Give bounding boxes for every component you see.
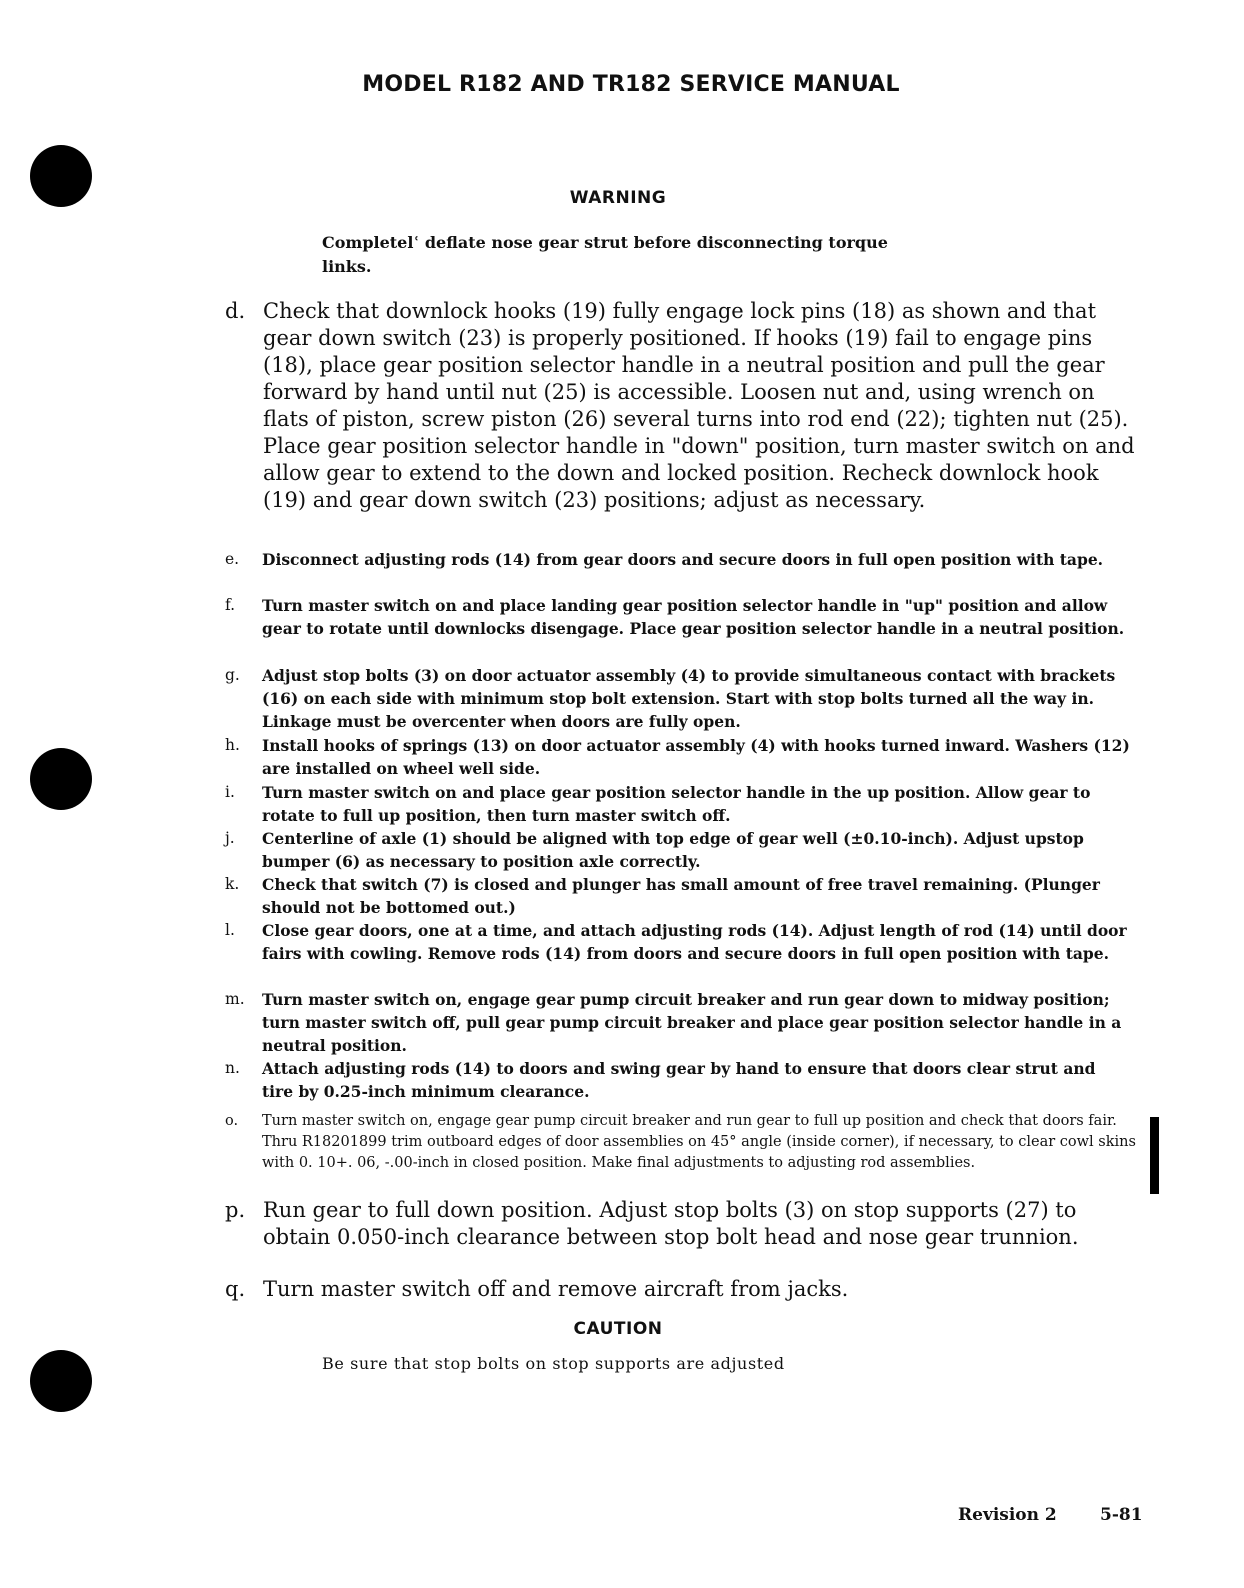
step-letter: i. bbox=[225, 783, 235, 801]
step-text: Install hooks of springs (13) on door actuator assembly (4) with hooks turned inward. Washers (12) are installed on wheel well side. bbox=[262, 736, 1130, 778]
step-l bbox=[225, 919, 1130, 965]
step-letter: p. bbox=[225, 1198, 246, 1222]
step-m bbox=[225, 988, 1130, 1057]
step-letter: g. bbox=[225, 666, 240, 684]
step-letter: f. bbox=[225, 596, 236, 614]
step-letter: e. bbox=[225, 550, 240, 568]
step-letter: k. bbox=[225, 875, 240, 893]
step-letter: j. bbox=[225, 829, 235, 847]
step-text: Turn master switch off and remove aircraft from jacks. bbox=[263, 1277, 849, 1301]
binder-hole bbox=[30, 748, 92, 810]
page-number: 5-81 bbox=[1100, 1505, 1143, 1525]
binder-hole bbox=[30, 1350, 92, 1412]
step-n bbox=[225, 1057, 1130, 1103]
step-p bbox=[225, 1197, 1125, 1251]
page-title: MODEL R182 AND TR182 SERVICE MANUAL bbox=[362, 72, 900, 97]
step-f bbox=[225, 594, 1130, 640]
revision-change-bar bbox=[1150, 1117, 1159, 1194]
step-text: Turn master switch on and place gear position selector handle in the up position. Allow gear to rotate to full up position, then turn master switch off. bbox=[262, 783, 1091, 825]
step-letter: q. bbox=[225, 1277, 246, 1301]
step-k bbox=[225, 873, 1130, 919]
warning-heading: WARNING bbox=[569, 188, 667, 208]
step-letter: d. bbox=[225, 299, 246, 323]
step-letter: o. bbox=[225, 1113, 239, 1129]
step-text: Centerline of axle (1) should be aligned with top edge of gear well (±0.10-inch). Adjust upstop bumper (6) as necessary to position axle correctly. bbox=[262, 829, 1084, 871]
step-text: Turn master switch on, engage gear pump circuit breaker and run gear to full up position and check that doors fair. Thru R18201899 trim outboard edges of door assemblies on 45° angle (inside corner), if necessary, to clear cowl skins with 0. 10+. 06, -.00-inch in closed position. Make final adjustments to adjusting rod assemblies. bbox=[262, 1113, 1136, 1171]
step-text: Run gear to full down position. Adjust stop bolts (3) on stop supports (27) to obtain 0.050-inch clearance between stop bolt head and nose gear trunnion. bbox=[263, 1198, 1079, 1249]
step-letter: n. bbox=[225, 1059, 240, 1077]
step-text: Check that switch (7) is closed and plunger has small amount of free travel remaining. (Plunger should not be bottomed out.) bbox=[262, 875, 1100, 917]
caution-text: Be sure that stop bolts on stop supports are adjusted bbox=[322, 1354, 785, 1373]
step-letter: m. bbox=[225, 990, 245, 1008]
step-text: Check that downlock hooks (19) fully engage lock pins (18) as shown and that gear down switch (23) is properly positioned. If hooks (19) fail to engage pins (18), place gear position selector handle in a neutral position and pull the gear forward by hand until nut (25) is accessible. Loosen nut and, using wrench on flats of piston, screw piston (26) several turns into rod end (22); tighten nut (25). Place gear position selector handle in "down" position, turn master switch on and allow gear to extend to the down and locked position. Recheck downlock hook (19) and gear down switch (23) positions; adjust as necessary. bbox=[263, 299, 1135, 512]
step-j bbox=[225, 827, 1130, 873]
step-d bbox=[225, 298, 1145, 514]
step-letter: l. bbox=[225, 921, 235, 939]
step-q bbox=[225, 1276, 1125, 1303]
step-text: Disconnect adjusting rods (14) from gear doors and secure doors in full open position with tape. bbox=[262, 550, 1104, 569]
step-e bbox=[225, 548, 1130, 571]
step-text: Attach adjusting rods (14) to doors and swing gear by hand to ensure that doors clear strut and tire by 0.25-inch minimum clearance. bbox=[262, 1059, 1096, 1101]
warning-text: Completelʿ deflate nose gear strut before disconnecting torque links. bbox=[322, 233, 888, 276]
step-o bbox=[225, 1111, 1155, 1174]
step-text: Turn master switch on, engage gear pump circuit breaker and run gear down to midway position; turn master switch off, pull gear pump circuit breaker and place gear position selector handle in a neutral position. bbox=[262, 990, 1122, 1055]
step-i bbox=[225, 781, 1130, 827]
step-text: Close gear doors, one at a time, and attach adjusting rods (14). Adjust length of rod (14) until door fairs with cowling. Remove rods (14) from doors and secure doors in full open position with tape. bbox=[262, 921, 1127, 963]
step-g bbox=[225, 664, 1130, 733]
revision-label: Revision 2 bbox=[958, 1505, 1057, 1525]
step-letter: h. bbox=[225, 736, 240, 754]
step-text: Turn master switch on and place landing gear position selector handle in "up" position and allow gear to rotate until downlocks disengage. Place gear position selector handle in a neutral position. bbox=[262, 596, 1125, 638]
caution-heading: CAUTION bbox=[573, 1319, 663, 1339]
step-h bbox=[225, 734, 1130, 780]
step-text: Adjust stop bolts (3) on door actuator assembly (4) to provide simultaneous contact with brackets (16) on each side with minimum stop bolt extension. Start with stop bolts turned all the way in. Linkage must be overcenter when doors are fully open. bbox=[262, 666, 1116, 731]
